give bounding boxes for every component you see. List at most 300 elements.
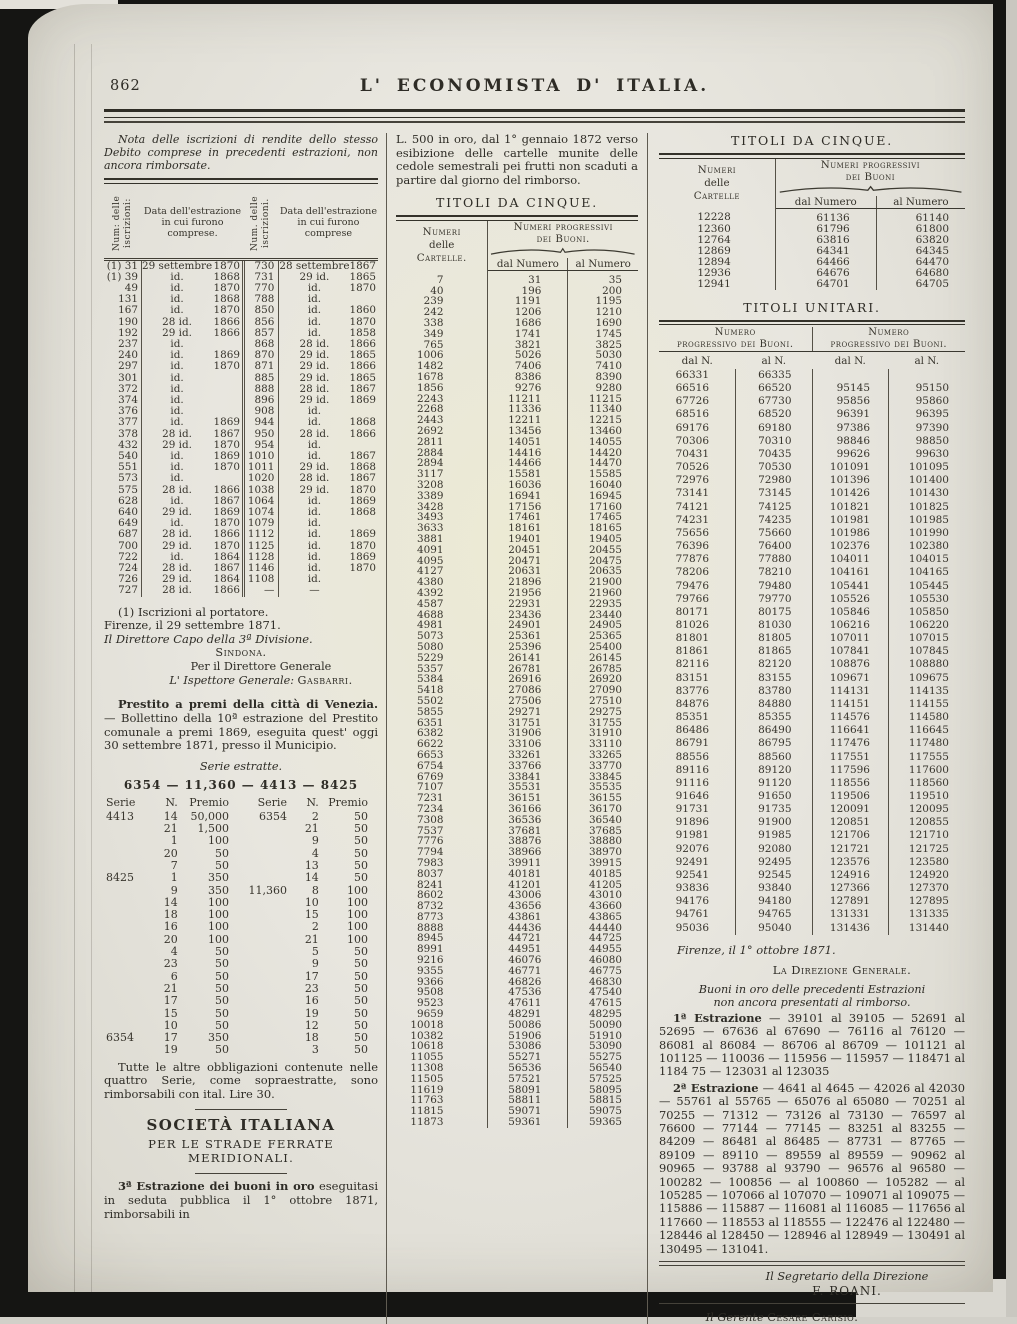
iscrizioni-col1-header: Num: delle iscrizioni:: [111, 194, 133, 251]
table-cell: 10018: [396, 1020, 488, 1031]
table-cell: 1869: [212, 451, 243, 462]
page-number: 862: [110, 78, 141, 94]
table-row: [104, 921, 378, 933]
table-row: [396, 815, 638, 826]
table-cell: 50: [354, 957, 368, 971]
table-cell: 649: [104, 518, 141, 529]
table-cell: 378: [104, 429, 141, 440]
numero-progressivo-header-right: Numero progressivo dei Buoni.: [812, 327, 965, 352]
table-cell: 18: [163, 908, 178, 922]
table-cell: id.: [307, 405, 322, 418]
table-cell: 1865: [349, 371, 376, 384]
table-cell: 28 id.: [162, 528, 192, 541]
table-cell: 47615: [588, 997, 622, 1010]
table-cell: 114576: [812, 711, 889, 724]
table-row: [104, 328, 378, 339]
table-cell: id.: [170, 360, 184, 373]
page-content: [104, 62, 965, 1324]
table-cell: [104, 909, 149, 921]
serie-numbers-line: 6354 — 11,360 — 4413 — 8425: [123, 777, 359, 792]
table-cell: id.: [170, 472, 184, 485]
table-cell: 28 id.: [162, 427, 192, 440]
table-cell: 20: [163, 846, 178, 860]
table-row: [659, 606, 965, 619]
table-cell: 4127: [396, 566, 488, 577]
table-cell: 10: [304, 895, 319, 909]
table-cell: 38880: [588, 835, 622, 848]
table-cell: 9366: [396, 977, 488, 988]
table-cell: 36536: [488, 815, 568, 826]
table-cell: 73145: [736, 487, 813, 500]
table-cell: 29 id.: [299, 270, 330, 283]
table-cell: 79476: [659, 580, 736, 593]
table-row: [104, 1032, 378, 1044]
table-cell: 48295: [588, 1008, 622, 1021]
table-row: [659, 698, 965, 711]
table-cell: 91985: [736, 829, 813, 842]
table-cell: 36166: [488, 804, 568, 815]
table-row: [104, 983, 378, 995]
table-cell: 11308: [396, 1063, 488, 1074]
table-cell: 70310: [736, 435, 813, 448]
table-cell: 93840: [736, 882, 813, 895]
table-top-rule: [104, 178, 378, 184]
table-cell: 100: [347, 920, 368, 934]
table-cell: 17: [304, 969, 319, 983]
premio-header: N.: [165, 795, 178, 809]
table-cell: 1870: [349, 281, 376, 294]
table-row: [104, 958, 378, 970]
table-cell: [245, 848, 293, 860]
table-cell: 43656: [488, 901, 568, 912]
table-cell: 46076: [488, 955, 568, 966]
table-cell: 1482: [396, 361, 488, 372]
table-cell: 36151: [488, 793, 568, 804]
table-cell: 4392: [396, 588, 488, 599]
table-cell: 59075: [588, 1105, 622, 1118]
table-row: [104, 897, 378, 909]
table-cell: 21900: [588, 576, 622, 589]
table-cell: 50: [215, 969, 230, 983]
table-cell: 74121: [659, 501, 736, 514]
table-cell: 101396: [812, 474, 889, 487]
table-row: [104, 259, 378, 272]
table-cell: 50: [354, 858, 368, 872]
table-cell: 1856: [396, 383, 488, 394]
table-cell: id.: [307, 573, 322, 586]
table-cell: [245, 835, 293, 847]
table-cell: [245, 860, 293, 872]
table-cell: 28 id.: [162, 561, 192, 574]
table-cell: 131436: [812, 922, 889, 935]
table-cell: 5418: [396, 685, 488, 696]
table-cell: 86795: [736, 737, 813, 750]
table-cell: 20471: [488, 556, 568, 567]
table-cell: [104, 934, 149, 946]
table-row: [659, 422, 965, 435]
table-cell: 13456: [488, 426, 568, 437]
table-cell: 5229: [396, 653, 488, 664]
table-cell: 101821: [812, 501, 889, 514]
table-cell: 1870: [212, 283, 243, 294]
table-cell: 3821: [488, 340, 568, 351]
table-cell: 11873: [396, 1117, 488, 1128]
table-cell: 100: [347, 895, 368, 909]
table-cell: [889, 369, 966, 382]
signature-rule: [659, 1261, 965, 1266]
table-cell: 35535: [588, 781, 622, 794]
table-cell: 1125: [243, 541, 278, 552]
table-row: [104, 529, 378, 540]
table-cell: 114151: [812, 698, 889, 711]
table-cell: 33265: [588, 748, 622, 761]
dal-numero-header: dal Numero: [488, 258, 568, 271]
table-cell: 99626: [812, 448, 889, 461]
table-cell: 6653: [396, 750, 488, 761]
table-cell: 2268: [396, 404, 488, 415]
table-row: [104, 574, 378, 585]
section-divider-rule: [195, 1109, 287, 1110]
table-cell: 92545: [736, 869, 813, 882]
table-cell: 700: [104, 541, 141, 552]
table-cell: 1860: [349, 304, 376, 317]
table-row: [659, 724, 965, 737]
table-cell: 7983: [396, 858, 488, 869]
table-cell: [212, 384, 243, 395]
table-cell: 7410: [595, 360, 622, 373]
table-cell: 46775: [588, 964, 622, 977]
table-cell: 44721: [488, 933, 568, 944]
table-cell: 50: [215, 1043, 230, 1057]
societa-title: SOCIETÀ ITALIANA: [146, 1116, 336, 1135]
table-cell: 770: [243, 283, 278, 294]
table-cell: 6769: [396, 772, 488, 783]
table-cell: 14: [163, 809, 178, 823]
table-cell: 81865: [736, 645, 813, 658]
table-row: [104, 384, 378, 395]
premio-header: Serie: [257, 795, 287, 809]
table-cell: 7: [396, 270, 488, 285]
table-cell: id.: [307, 281, 322, 294]
table-cell: 788: [243, 294, 278, 305]
table-row: [659, 553, 965, 566]
table-cell: 1146: [243, 563, 278, 574]
table-cell: 11815: [396, 1106, 488, 1117]
table-cell: 33110: [588, 738, 622, 751]
table-cell: 57521: [488, 1074, 568, 1085]
table-cell: 36155: [588, 792, 622, 805]
dal-n-header: dal N.: [681, 355, 713, 367]
table-cell: 108876: [812, 658, 889, 671]
table-cell: 870: [243, 350, 278, 361]
table-cell: 374: [104, 395, 141, 406]
table-row: [659, 869, 965, 882]
table-cell: 116641: [812, 724, 889, 737]
venezia-paragraph: Prestito a premi della città di Venezia. — Bollettino della 10ª estrazione del Prestito comunale a premi 1869, eseguita quest' oggi 30 settembre 1871, presso il Municipio.: [104, 697, 378, 753]
table-row: [659, 777, 965, 790]
table-cell: 85355: [736, 711, 813, 724]
iscrizioni-table: [104, 188, 378, 597]
table-cell: 7776: [396, 836, 488, 847]
table-cell: 79770: [736, 593, 813, 606]
table-cell: 722: [104, 552, 141, 563]
table-cell: 70526: [659, 461, 736, 474]
table-row: [104, 395, 378, 406]
table-row: [396, 707, 638, 718]
table-cell: 29 id.: [162, 326, 192, 339]
table-cell: 53086: [488, 1041, 568, 1052]
table-cell: 7234: [396, 804, 488, 815]
table-cell: 301: [104, 373, 141, 384]
table-cell: 6622: [396, 739, 488, 750]
table-cell: 23: [163, 957, 178, 971]
dal-n-header: dal N.: [834, 355, 866, 367]
table-cell: 3825: [595, 338, 622, 351]
table-cell: [245, 971, 293, 983]
table-cell: id.: [307, 550, 322, 563]
table-cell: 31906: [488, 728, 568, 739]
table-cell: —: [309, 584, 320, 597]
table-cell: 51910: [588, 1029, 622, 1042]
table-cell: 41201: [488, 880, 568, 891]
table-cell: 100: [347, 908, 368, 922]
table-cell: 63820: [915, 233, 949, 246]
table-cell: 38966: [488, 847, 568, 858]
table-cell: 432: [104, 440, 141, 451]
titoli-unitari-body: [659, 369, 965, 935]
table-cell: 33766: [488, 761, 568, 772]
table-cell: 190: [104, 317, 141, 328]
iscrizioni-table-body: [104, 259, 378, 597]
table-cell: 105445: [908, 579, 949, 592]
table-row: [104, 451, 378, 462]
table-cell: 74235: [736, 514, 813, 527]
three-column-layout: [104, 133, 965, 1324]
table-cell: 21896: [488, 577, 568, 588]
table-cell: 61796: [775, 224, 876, 235]
table-cell: 47540: [588, 986, 622, 999]
segretario-title: Il Segretario della Direzione: [765, 1269, 929, 1283]
table-cell: 8773: [396, 912, 488, 923]
masthead-title: L' ECONOMISTA D' ITALIA.: [359, 76, 710, 96]
table-cell: 8037: [396, 869, 488, 880]
table-cell: 105441: [812, 580, 889, 593]
table-cell: 14466: [488, 458, 568, 469]
table-cell: 18165: [588, 522, 622, 535]
table-cell: 28 id.: [162, 584, 192, 597]
table-cell: 84880: [736, 698, 813, 711]
table-cell: 21960: [588, 586, 622, 599]
table-cell: 908: [243, 406, 278, 417]
table-cell: 95040: [736, 922, 813, 935]
table-cell: 117551: [812, 751, 889, 764]
table-cell: 123576: [812, 856, 889, 869]
table-cell: 200: [602, 284, 622, 297]
table-cell: 95856: [812, 395, 889, 408]
table-cell: 50: [215, 1018, 230, 1032]
table-cell: 29 id.: [162, 438, 192, 451]
table-row: [104, 440, 378, 451]
progressivi-header: Numeri progressivi dei Buoni: [820, 158, 920, 183]
table-cell: 4587: [396, 599, 488, 610]
table-cell: [350, 585, 378, 596]
table-cell: 12228: [659, 208, 775, 224]
table-cell: 17461: [488, 512, 568, 523]
table-cell: 81805: [736, 632, 813, 645]
table-cell: 95145: [812, 382, 889, 395]
table-cell: 127366: [812, 882, 889, 895]
table-cell: id.: [170, 449, 184, 462]
table-cell: 127891: [812, 895, 889, 908]
table-cell: id.: [307, 539, 322, 552]
table-row: [659, 246, 965, 257]
table-cell: 765: [396, 340, 488, 351]
table-cell: 29 settembre: [141, 259, 213, 272]
table-cell: 1686: [488, 318, 568, 329]
table-cell: 48291: [488, 1009, 568, 1020]
table-cell: 101981: [812, 514, 889, 527]
table-row: [396, 761, 638, 772]
table-cell: 1870: [212, 462, 243, 473]
table-cell: [245, 909, 293, 921]
table-cell: [245, 1020, 293, 1032]
table-cell: 9508: [396, 987, 488, 998]
table-cell: 101986: [812, 527, 889, 540]
table-cell: 20635: [588, 565, 622, 578]
table-row: [104, 585, 378, 596]
table-cell: 2: [311, 920, 319, 934]
table-row: [659, 566, 965, 579]
table-cell: 687: [104, 529, 141, 540]
al-n-header: al N.: [914, 355, 940, 367]
table-cell: 50: [215, 957, 230, 971]
table-cell: 114580: [908, 711, 949, 724]
column-right: [648, 133, 965, 1324]
table-cell: 43865: [588, 910, 622, 923]
table-cell: 731: [243, 272, 278, 283]
table-cell: 377: [104, 417, 141, 428]
table-cell: 11215: [588, 392, 622, 405]
table-row: [659, 632, 965, 645]
table-cell: 12941: [659, 279, 775, 290]
middle-intro-paragraph: L. 500 in oro, dal 1° gennaio 1872 verso esibizione delle cartelle munite delle cedole semestrali pei frutti non scaduti a partire dal giorno del rimborso.: [396, 132, 638, 187]
table-cell: 1866: [212, 328, 243, 339]
table-row: [104, 848, 378, 860]
table-row: [104, 995, 378, 1007]
table-cell: 1108: [243, 574, 278, 585]
titoli-unitari-table: [659, 327, 965, 935]
table-cell: 1870: [212, 541, 243, 552]
table-cell: 4091: [396, 545, 488, 556]
table-cell: 120095: [908, 803, 949, 816]
table-cell: 43010: [588, 889, 622, 902]
table-cell: [104, 1008, 149, 1020]
table-cell: 36540: [588, 813, 622, 826]
table-cell: 1864: [212, 552, 243, 563]
table-cell: id.: [307, 517, 322, 530]
table-cell: 944: [243, 417, 278, 428]
table-cell: 7308: [396, 815, 488, 826]
table-cell: 76400: [736, 540, 813, 553]
table-cell: 41205: [588, 878, 622, 891]
table-row: [104, 350, 378, 361]
table-cell: 17: [163, 994, 178, 1008]
table-row: [659, 685, 965, 698]
table-row: [104, 860, 378, 872]
table-row: [659, 895, 965, 908]
table-cell: 95150: [915, 382, 949, 395]
table-row: [659, 487, 965, 500]
table-cell: [104, 885, 149, 897]
table-cell: 8991: [396, 944, 488, 955]
table-cell: 50,000: [190, 809, 230, 823]
table-cell: 13: [304, 858, 319, 872]
table-cell: 67730: [736, 395, 813, 408]
table-cell: 8425: [106, 871, 134, 885]
table-row: [659, 790, 965, 803]
table-row: [659, 764, 965, 777]
table-cell: 131331: [812, 908, 889, 921]
table-cell: 1210: [595, 306, 622, 319]
table-cell: 192: [104, 328, 141, 339]
table-cell: 58811: [488, 1095, 568, 1106]
table-cell: 25361: [488, 631, 568, 642]
table-cell: 8888: [396, 923, 488, 934]
table-cell: 131440: [908, 921, 949, 934]
table-cell: 79766: [659, 593, 736, 606]
table-cell: 1869: [349, 494, 376, 507]
table-cell: 121725: [908, 842, 949, 855]
table-cell: 91735: [736, 803, 813, 816]
progressivi-header: Numeri progressivi dei Buoni.: [513, 220, 613, 246]
table-cell: 92495: [736, 856, 813, 869]
table-cell: 64341: [775, 246, 876, 257]
table-cell: 35: [608, 273, 622, 286]
table-cell: 107841: [812, 645, 889, 658]
table-cell: 108880: [908, 658, 949, 671]
table-cell: 3208: [396, 480, 488, 491]
table-cell: 33261: [488, 750, 568, 761]
table-cell: 64470: [915, 255, 949, 268]
table-cell: 121710: [908, 829, 949, 842]
table-cell: 116645: [908, 724, 949, 737]
table-row: [659, 527, 965, 540]
table-cell: 89120: [736, 764, 813, 777]
table-cell: id.: [170, 281, 184, 294]
table-cell: 1,500: [197, 822, 230, 836]
table-cell: 57525: [588, 1072, 622, 1085]
table-cell: id.: [307, 293, 322, 306]
table-cell: 31910: [588, 727, 622, 740]
table-row: [659, 408, 965, 421]
table-cell: 7231: [396, 793, 488, 804]
titoli-cinque-right-body: [659, 208, 965, 290]
table-cell: 120855: [908, 816, 949, 829]
iscrizioni-col2-header: Data dell'estrazione in cui furono comprese.: [141, 188, 243, 260]
table-cell: 80175: [736, 606, 813, 619]
table-cell: [104, 958, 149, 970]
table-cell: 105526: [812, 593, 889, 606]
numero-progressivo-header-left: Numero progressivo dei Buoni.: [659, 327, 812, 352]
table-cell: 93836: [659, 882, 736, 895]
table-cell: 25365: [588, 630, 622, 643]
table-cell: 15581: [488, 469, 568, 480]
table-cell: 1191: [488, 296, 568, 307]
table-cell: 89116: [659, 764, 736, 777]
table-cell: 44955: [588, 943, 622, 956]
table-cell: 3881: [396, 534, 488, 545]
table-cell: 50086: [488, 1020, 568, 1031]
